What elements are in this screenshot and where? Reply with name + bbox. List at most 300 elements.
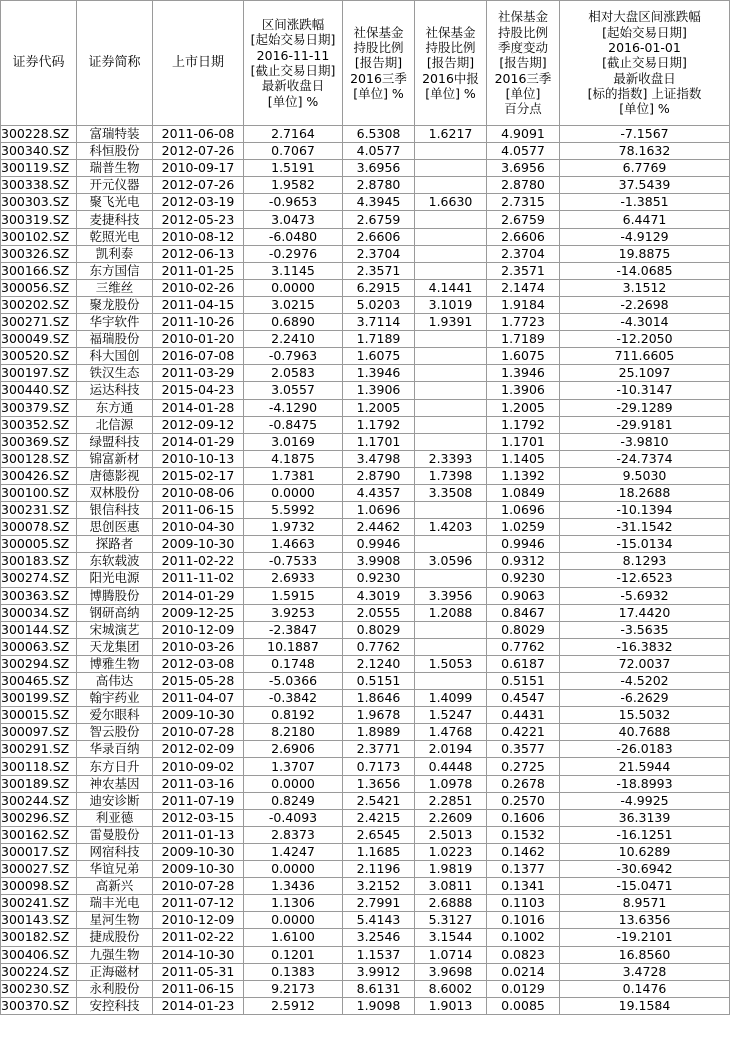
cell-ssf-h1[interactable]: 1.2088 [415,604,487,621]
cell-ssf-h1[interactable]: 2.0194 [415,741,487,758]
cell-interval-change[interactable]: 10.1887 [244,638,343,655]
cell-ssf-q3[interactable]: 2.1240 [343,655,415,672]
header-ssf-q3[interactable] [343,1,415,126]
cell-interval-change[interactable]: 1.3436 [244,878,343,895]
cell-name[interactable]: 永利股份 [77,980,153,997]
cell-name[interactable]: 华录百纳 [77,741,153,758]
cell-ssf-change[interactable]: 0.1341 [487,878,560,895]
cell-name[interactable]: 探路者 [77,536,153,553]
cell-ssf-q3[interactable]: 1.9098 [343,997,415,1014]
cell-code[interactable]: 300197.SZ [1,365,77,382]
cell-relative-change[interactable]: 25.1097 [560,365,730,382]
cell-ssf-q3[interactable]: 1.1685 [343,843,415,860]
cell-ssf-h1[interactable] [415,228,487,245]
cell-ssf-change[interactable]: 2.3704 [487,245,560,262]
cell-code[interactable]: 300370.SZ [1,997,77,1014]
cell-interval-change[interactable]: 1.5191 [244,160,343,177]
cell-ssf-q3[interactable]: 3.2546 [343,929,415,946]
cell-code[interactable]: 300202.SZ [1,296,77,313]
cell-relative-change[interactable]: 3.1512 [560,279,730,296]
cell-ssf-h1[interactable]: 2.3393 [415,450,487,467]
cell-ssf-h1[interactable]: 3.0811 [415,878,487,895]
cell-ssf-q3[interactable]: 1.1537 [343,946,415,963]
cell-ssf-change[interactable]: 0.8029 [487,621,560,638]
cell-ssf-q3[interactable]: 0.9946 [343,536,415,553]
cell-code[interactable]: 300379.SZ [1,399,77,416]
cell-code[interactable]: 300465.SZ [1,673,77,690]
cell-list-date[interactable]: 2016-07-08 [153,348,244,365]
cell-ssf-h1[interactable]: 1.4203 [415,519,487,536]
cell-ssf-q3[interactable]: 0.8029 [343,621,415,638]
cell-code[interactable]: 300369.SZ [1,433,77,450]
cell-name[interactable]: 天龙集团 [77,638,153,655]
cell-relative-change[interactable]: 3.4728 [560,963,730,980]
cell-interval-change[interactable]: 0.1748 [244,655,343,672]
cell-list-date[interactable]: 2011-07-12 [153,895,244,912]
cell-ssf-q3[interactable]: 1.3906 [343,382,415,399]
cell-name[interactable]: 智云股份 [77,724,153,741]
cell-interval-change[interactable]: 3.0169 [244,433,343,450]
cell-name[interactable]: 瑞普生物 [77,160,153,177]
cell-relative-change[interactable]: -26.0183 [560,741,730,758]
cell-interval-change[interactable]: 3.9253 [244,604,343,621]
cell-relative-change[interactable]: -4.9129 [560,228,730,245]
cell-relative-change[interactable]: -16.3832 [560,638,730,655]
cell-ssf-q3[interactable]: 2.6545 [343,826,415,843]
cell-ssf-change[interactable]: 2.3571 [487,262,560,279]
cell-name[interactable]: 铁汉生态 [77,365,153,382]
cell-interval-change[interactable]: 0.0000 [244,775,343,792]
cell-ssf-h1[interactable] [415,177,487,194]
cell-interval-change[interactable]: 0.7067 [244,143,343,160]
cell-list-date[interactable]: 2015-04-23 [153,382,244,399]
cell-code[interactable]: 300034.SZ [1,604,77,621]
cell-list-date[interactable]: 2014-01-29 [153,587,244,604]
cell-name[interactable]: 高伟达 [77,673,153,690]
cell-name[interactable]: 乾照光电 [77,228,153,245]
cell-ssf-change[interactable]: 2.8780 [487,177,560,194]
cell-code[interactable]: 300056.SZ [1,279,77,296]
cell-name[interactable]: 双林股份 [77,484,153,501]
cell-ssf-change[interactable]: 1.0696 [487,502,560,519]
cell-relative-change[interactable]: -10.3147 [560,382,730,399]
cell-interval-change[interactable]: 2.0583 [244,365,343,382]
cell-list-date[interactable]: 2011-03-16 [153,775,244,792]
cell-interval-change[interactable]: 1.3707 [244,758,343,775]
cell-relative-change[interactable]: -15.0471 [560,878,730,895]
cell-name[interactable]: 科大国创 [77,348,153,365]
cell-list-date[interactable]: 2009-10-30 [153,843,244,860]
cell-code[interactable]: 300027.SZ [1,861,77,878]
cell-ssf-change[interactable]: 0.9063 [487,587,560,604]
cell-interval-change[interactable]: 0.8192 [244,707,343,724]
cell-ssf-change[interactable]: 0.5151 [487,673,560,690]
cell-relative-change[interactable]: 15.5032 [560,707,730,724]
cell-code[interactable]: 300228.SZ [1,126,77,143]
cell-code[interactable]: 300230.SZ [1,980,77,997]
cell-name[interactable]: 唐德影视 [77,467,153,484]
cell-relative-change[interactable]: -4.3014 [560,314,730,331]
cell-ssf-change[interactable]: 0.9946 [487,536,560,553]
cell-interval-change[interactable]: -4.1290 [244,399,343,416]
cell-ssf-h1[interactable]: 3.3508 [415,484,487,501]
header-ssf-h1[interactable] [415,1,487,126]
cell-ssf-change[interactable]: 1.9184 [487,296,560,313]
cell-interval-change[interactable]: -0.8475 [244,416,343,433]
cell-ssf-change[interactable]: 0.7762 [487,638,560,655]
cell-ssf-change[interactable]: 1.1392 [487,467,560,484]
cell-ssf-h1[interactable] [415,570,487,587]
cell-ssf-change[interactable]: 0.0129 [487,980,560,997]
cell-interval-change[interactable]: 0.6890 [244,314,343,331]
cell-ssf-h1[interactable] [415,536,487,553]
cell-interval-change[interactable]: 4.1875 [244,450,343,467]
cell-ssf-h1[interactable]: 1.5053 [415,655,487,672]
cell-code[interactable]: 300303.SZ [1,194,77,211]
cell-ssf-q3[interactable]: 1.8989 [343,724,415,741]
cell-ssf-change[interactable]: 0.4547 [487,690,560,707]
cell-relative-change[interactable]: 711.6605 [560,348,730,365]
cell-ssf-q3[interactable]: 5.0203 [343,296,415,313]
cell-code[interactable]: 300182.SZ [1,929,77,946]
cell-name[interactable]: 宋城演艺 [77,621,153,638]
cell-name[interactable]: 福瑞股份 [77,331,153,348]
cell-ssf-change[interactable]: 1.0849 [487,484,560,501]
cell-code[interactable]: 300199.SZ [1,690,77,707]
cell-list-date[interactable]: 2011-02-22 [153,553,244,570]
cell-interval-change[interactable]: -0.4093 [244,809,343,826]
cell-interval-change[interactable]: 1.1306 [244,895,343,912]
cell-relative-change[interactable]: -4.5202 [560,673,730,690]
cell-ssf-change[interactable]: 2.1474 [487,279,560,296]
cell-list-date[interactable]: 2012-05-23 [153,211,244,228]
cell-ssf-q3[interactable]: 4.3945 [343,194,415,211]
cell-name[interactable]: 神农基因 [77,775,153,792]
cell-list-date[interactable]: 2009-10-30 [153,861,244,878]
cell-interval-change[interactable]: 0.1383 [244,963,343,980]
cell-list-date[interactable]: 2009-12-25 [153,604,244,621]
cell-relative-change[interactable]: 72.0037 [560,655,730,672]
cell-list-date[interactable]: 2011-04-07 [153,690,244,707]
cell-name[interactable]: 富瑞特装 [77,126,153,143]
cell-name[interactable]: 凯利泰 [77,245,153,262]
cell-name[interactable]: 网宿科技 [77,843,153,860]
cell-ssf-change[interactable]: 1.3906 [487,382,560,399]
cell-interval-change[interactable]: 1.6100 [244,929,343,946]
cell-interval-change[interactable]: -0.7963 [244,348,343,365]
cell-interval-change[interactable]: 0.8249 [244,792,343,809]
cell-relative-change[interactable]: 19.8875 [560,245,730,262]
cell-ssf-h1[interactable] [415,673,487,690]
cell-ssf-change[interactable]: 0.0214 [487,963,560,980]
cell-ssf-q3[interactable]: 2.0555 [343,604,415,621]
cell-name[interactable]: 星河生物 [77,912,153,929]
cell-code[interactable]: 300363.SZ [1,587,77,604]
cell-list-date[interactable]: 2012-03-15 [153,809,244,826]
cell-ssf-h1[interactable] [415,382,487,399]
cell-interval-change[interactable]: -2.3847 [244,621,343,638]
cell-relative-change[interactable]: 40.7688 [560,724,730,741]
cell-ssf-h1[interactable]: 3.1544 [415,929,487,946]
cell-ssf-h1[interactable] [415,638,487,655]
cell-list-date[interactable]: 2011-07-19 [153,792,244,809]
cell-ssf-h1[interactable]: 2.2609 [415,809,487,826]
cell-relative-change[interactable]: 78.1632 [560,143,730,160]
cell-list-date[interactable]: 2010-02-26 [153,279,244,296]
cell-ssf-change[interactable]: 4.9091 [487,126,560,143]
cell-relative-change[interactable]: -24.7374 [560,450,730,467]
cell-name[interactable]: 科恒股份 [77,143,153,160]
cell-ssf-h1[interactable] [415,211,487,228]
cell-relative-change[interactable]: 37.5439 [560,177,730,194]
cell-ssf-h1[interactable]: 3.9698 [415,963,487,980]
cell-ssf-change[interactable]: 2.6759 [487,211,560,228]
cell-list-date[interactable]: 2012-06-13 [153,245,244,262]
cell-ssf-h1[interactable] [415,262,487,279]
cell-ssf-change[interactable]: 1.7723 [487,314,560,331]
cell-list-date[interactable]: 2012-07-26 [153,143,244,160]
cell-interval-change[interactable]: 5.5992 [244,502,343,519]
cell-list-date[interactable]: 2010-04-30 [153,519,244,536]
cell-list-date[interactable]: 2011-04-15 [153,296,244,313]
cell-ssf-q3[interactable]: 2.8790 [343,467,415,484]
cell-ssf-q3[interactable]: 6.2915 [343,279,415,296]
cell-relative-change[interactable]: -5.6932 [560,587,730,604]
cell-ssf-q3[interactable]: 0.9230 [343,570,415,587]
cell-ssf-h1[interactable]: 0.4448 [415,758,487,775]
cell-name[interactable]: 开元仪器 [77,177,153,194]
cell-interval-change[interactable]: 1.9582 [244,177,343,194]
cell-code[interactable]: 300440.SZ [1,382,77,399]
cell-list-date[interactable]: 2011-03-29 [153,365,244,382]
cell-code[interactable]: 300144.SZ [1,621,77,638]
cell-ssf-change[interactable]: 0.2725 [487,758,560,775]
cell-name[interactable]: 锦富新材 [77,450,153,467]
cell-list-date[interactable]: 2012-03-19 [153,194,244,211]
cell-name[interactable]: 高新兴 [77,878,153,895]
cell-ssf-h1[interactable]: 3.3956 [415,587,487,604]
cell-interval-change[interactable]: 3.0215 [244,296,343,313]
cell-ssf-q3[interactable]: 2.6759 [343,211,415,228]
cell-list-date[interactable]: 2011-01-13 [153,826,244,843]
cell-relative-change[interactable]: -14.0685 [560,262,730,279]
cell-name[interactable]: 翰宇药业 [77,690,153,707]
cell-list-date[interactable]: 2011-01-25 [153,262,244,279]
cell-ssf-change[interactable]: 0.1002 [487,929,560,946]
cell-ssf-h1[interactable]: 1.0714 [415,946,487,963]
cell-code[interactable]: 300352.SZ [1,416,77,433]
cell-ssf-change[interactable]: 0.1462 [487,843,560,860]
cell-name[interactable]: 捷成股份 [77,929,153,946]
header-relative-change[interactable] [560,1,730,126]
cell-name[interactable]: 华谊兄弟 [77,861,153,878]
cell-relative-change[interactable]: 36.3139 [560,809,730,826]
cell-ssf-h1[interactable] [415,502,487,519]
cell-list-date[interactable]: 2014-01-29 [153,433,244,450]
cell-ssf-change[interactable]: 1.3946 [487,365,560,382]
cell-interval-change[interactable]: 0.0000 [244,279,343,296]
cell-code[interactable]: 300319.SZ [1,211,77,228]
cell-list-date[interactable]: 2014-10-30 [153,946,244,963]
cell-ssf-h1[interactable] [415,331,487,348]
cell-code[interactable]: 300049.SZ [1,331,77,348]
cell-list-date[interactable]: 2011-05-31 [153,963,244,980]
cell-ssf-h1[interactable]: 2.6888 [415,895,487,912]
cell-ssf-h1[interactable]: 4.1441 [415,279,487,296]
cell-ssf-q3[interactable]: 2.4215 [343,809,415,826]
cell-interval-change[interactable]: 0.0000 [244,912,343,929]
cell-ssf-q3[interactable]: 3.9912 [343,963,415,980]
cell-ssf-h1[interactable]: 1.0223 [415,843,487,860]
cell-name[interactable]: 东方国信 [77,262,153,279]
cell-list-date[interactable]: 2010-10-13 [153,450,244,467]
cell-code[interactable]: 300294.SZ [1,655,77,672]
cell-code[interactable]: 300100.SZ [1,484,77,501]
cell-relative-change[interactable]: -29.9181 [560,416,730,433]
cell-ssf-q3[interactable]: 0.5151 [343,673,415,690]
cell-relative-change[interactable]: 18.2688 [560,484,730,501]
cell-ssf-h1[interactable]: 1.9013 [415,997,487,1014]
cell-list-date[interactable]: 2010-09-02 [153,758,244,775]
cell-ssf-q3[interactable]: 1.8646 [343,690,415,707]
cell-name[interactable]: 聚飞光电 [77,194,153,211]
cell-code[interactable]: 300244.SZ [1,792,77,809]
cell-ssf-h1[interactable]: 1.5247 [415,707,487,724]
cell-relative-change[interactable]: -7.1567 [560,126,730,143]
cell-name[interactable]: 阳光电源 [77,570,153,587]
cell-code[interactable]: 300017.SZ [1,843,77,860]
cell-ssf-change[interactable]: 4.0577 [487,143,560,160]
cell-interval-change[interactable]: -0.3842 [244,690,343,707]
cell-ssf-q3[interactable]: 8.6131 [343,980,415,997]
cell-name[interactable]: 正海磁材 [77,963,153,980]
cell-name[interactable]: 东方日升 [77,758,153,775]
cell-list-date[interactable]: 2010-09-17 [153,160,244,177]
cell-relative-change[interactable]: -29.1289 [560,399,730,416]
cell-code[interactable]: 300189.SZ [1,775,77,792]
cell-interval-change[interactable]: 0.0000 [244,861,343,878]
cell-name[interactable]: 博雅生物 [77,655,153,672]
cell-ssf-h1[interactable] [415,348,487,365]
cell-ssf-change[interactable]: 3.6956 [487,160,560,177]
cell-relative-change[interactable]: -10.1394 [560,502,730,519]
cell-list-date[interactable]: 2011-11-02 [153,570,244,587]
cell-ssf-q3[interactable]: 5.4143 [343,912,415,929]
cell-code[interactable]: 300119.SZ [1,160,77,177]
cell-interval-change[interactable]: 3.1145 [244,262,343,279]
cell-interval-change[interactable]: -0.7533 [244,553,343,570]
cell-code[interactable]: 300097.SZ [1,724,77,741]
cell-name[interactable]: 麦捷科技 [77,211,153,228]
cell-relative-change[interactable]: 6.4471 [560,211,730,228]
cell-interval-change[interactable]: 2.8373 [244,826,343,843]
cell-interval-change[interactable]: 1.4247 [244,843,343,860]
cell-ssf-q3[interactable]: 2.5421 [343,792,415,809]
cell-code[interactable]: 300118.SZ [1,758,77,775]
cell-ssf-h1[interactable] [415,143,487,160]
cell-relative-change[interactable]: -31.1542 [560,519,730,536]
cell-name[interactable]: 利亚德 [77,809,153,826]
cell-code[interactable]: 300231.SZ [1,502,77,519]
cell-code[interactable]: 300271.SZ [1,314,77,331]
cell-list-date[interactable]: 2014-01-23 [153,997,244,1014]
cell-ssf-change[interactable]: 1.1792 [487,416,560,433]
cell-ssf-q3[interactable]: 3.6956 [343,160,415,177]
cell-name[interactable]: 迪安诊断 [77,792,153,809]
cell-ssf-h1[interactable] [415,365,487,382]
cell-relative-change[interactable]: 0.1476 [560,980,730,997]
cell-name[interactable]: 安控科技 [77,997,153,1014]
cell-ssf-q3[interactable]: 2.4462 [343,519,415,536]
cell-ssf-change[interactable]: 1.7189 [487,331,560,348]
cell-name[interactable]: 北信源 [77,416,153,433]
cell-ssf-change[interactable]: 0.4221 [487,724,560,741]
cell-ssf-q3[interactable]: 4.3019 [343,587,415,604]
cell-ssf-h1[interactable]: 1.0978 [415,775,487,792]
cell-relative-change[interactable]: 9.5030 [560,467,730,484]
cell-ssf-q3[interactable]: 1.1792 [343,416,415,433]
cell-relative-change[interactable]: 10.6289 [560,843,730,860]
cell-ssf-h1[interactable]: 1.7398 [415,467,487,484]
cell-ssf-change[interactable]: 0.6187 [487,655,560,672]
cell-interval-change[interactable]: 9.2173 [244,980,343,997]
cell-interval-change[interactable]: -6.0480 [244,228,343,245]
cell-ssf-change[interactable]: 0.9312 [487,553,560,570]
cell-ssf-change[interactable]: 2.6606 [487,228,560,245]
cell-name[interactable]: 绿盟科技 [77,433,153,450]
cell-ssf-q3[interactable]: 1.1701 [343,433,415,450]
cell-name[interactable]: 九强生物 [77,946,153,963]
cell-ssf-h1[interactable] [415,416,487,433]
cell-ssf-q3[interactable]: 2.3704 [343,245,415,262]
cell-ssf-h1[interactable]: 1.6217 [415,126,487,143]
cell-relative-change[interactable]: 8.1293 [560,553,730,570]
cell-ssf-q3[interactable]: 2.8780 [343,177,415,194]
cell-ssf-h1[interactable] [415,433,487,450]
cell-ssf-q3[interactable]: 1.3946 [343,365,415,382]
header-code[interactable] [1,1,77,126]
cell-code[interactable]: 300063.SZ [1,638,77,655]
cell-ssf-q3[interactable]: 0.7762 [343,638,415,655]
cell-code[interactable]: 300406.SZ [1,946,77,963]
header-list-date[interactable] [153,1,244,126]
cell-code[interactable]: 300183.SZ [1,553,77,570]
cell-code[interactable]: 300162.SZ [1,826,77,843]
cell-name[interactable]: 东软载波 [77,553,153,570]
cell-interval-change[interactable]: 2.2410 [244,331,343,348]
cell-ssf-h1[interactable]: 3.1019 [415,296,487,313]
cell-interval-change[interactable]: 1.9732 [244,519,343,536]
cell-ssf-q3[interactable]: 3.4798 [343,450,415,467]
header-ssf-change[interactable] [487,1,560,126]
cell-ssf-q3[interactable]: 2.1196 [343,861,415,878]
cell-ssf-q3[interactable]: 1.2005 [343,399,415,416]
cell-list-date[interactable]: 2011-02-22 [153,929,244,946]
cell-code[interactable]: 300098.SZ [1,878,77,895]
cell-ssf-change[interactable]: 1.2005 [487,399,560,416]
cell-ssf-h1[interactable]: 2.2851 [415,792,487,809]
cell-name[interactable]: 银信科技 [77,502,153,519]
cell-ssf-change[interactable]: 1.0259 [487,519,560,536]
cell-ssf-q3[interactable]: 3.9908 [343,553,415,570]
cell-interval-change[interactable]: 2.6933 [244,570,343,587]
cell-ssf-q3[interactable]: 1.0696 [343,502,415,519]
cell-name[interactable]: 博腾股份 [77,587,153,604]
cell-code[interactable]: 300340.SZ [1,143,77,160]
cell-ssf-change[interactable]: 0.0085 [487,997,560,1014]
cell-list-date[interactable]: 2010-07-28 [153,724,244,741]
cell-interval-change[interactable]: 8.2180 [244,724,343,741]
